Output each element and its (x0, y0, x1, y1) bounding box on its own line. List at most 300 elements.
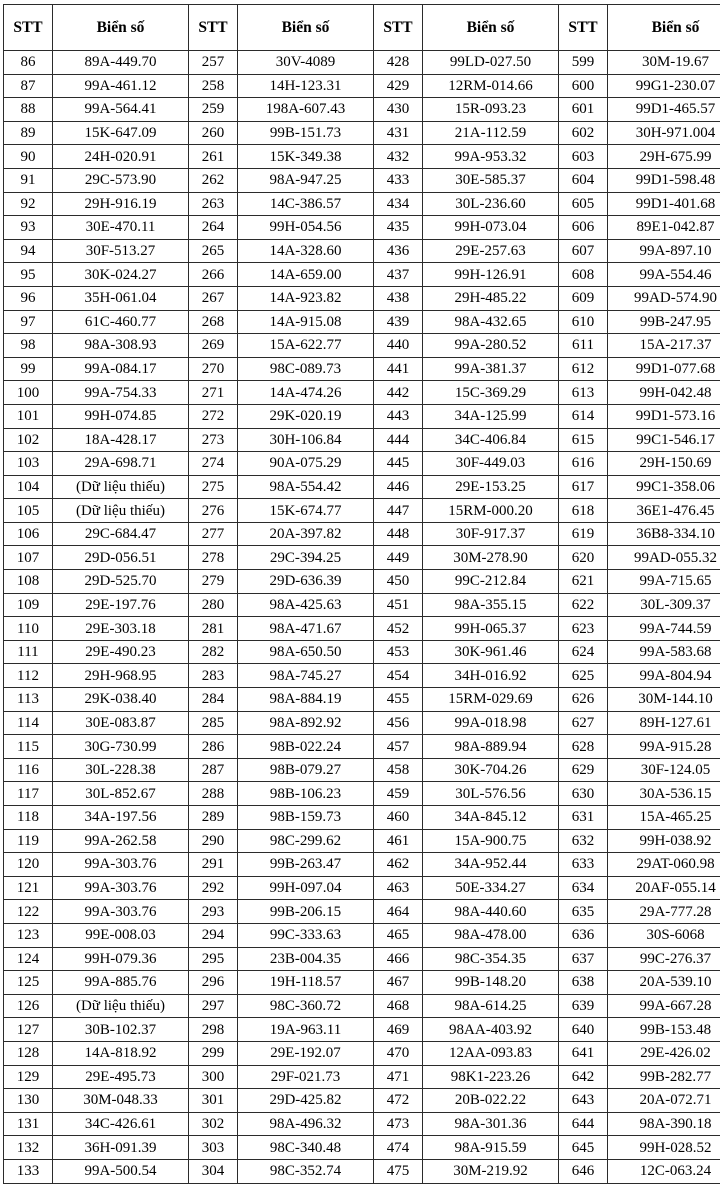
plate-cell: 198A-607.43 (238, 98, 374, 122)
table-row (4, 546, 720, 570)
stt-cell: 95 (4, 263, 53, 287)
stt-cell: 440 (374, 334, 423, 358)
stt-cell: 116 (4, 758, 53, 782)
stt-cell: 260 (189, 121, 238, 145)
plate-cell: 99B-263.47 (238, 853, 374, 877)
stt-cell: 632 (559, 829, 608, 853)
stt-cell: 105 (4, 499, 53, 523)
stt-cell: 438 (374, 286, 423, 310)
table-row (4, 711, 720, 735)
plate-cell: 99A-583.68 (608, 640, 720, 664)
stt-cell: 287 (189, 758, 238, 782)
stt-cell: 262 (189, 168, 238, 192)
plate-cell: 29E-426.02 (608, 1041, 720, 1065)
stt-cell: 455 (374, 688, 423, 712)
plate-cell: 89A-449.70 (53, 51, 189, 75)
stt-cell: 435 (374, 216, 423, 240)
plate-cell: 15K-647.09 (53, 121, 189, 145)
stt-cell: 434 (374, 192, 423, 216)
plate-cell: (Dữ liệu thiếu) (53, 499, 189, 523)
stt-cell: 97 (4, 310, 53, 334)
plate-cell: 99C1-546.17 (608, 428, 720, 452)
stt-cell: 130 (4, 1089, 53, 1113)
plate-cell: 99A-953.32 (423, 145, 559, 169)
plate-cell: 30E-083.87 (53, 711, 189, 735)
plate-cell: 29C-573.90 (53, 168, 189, 192)
table-row (4, 334, 720, 358)
plate-cell: 99AD-055.32 (608, 546, 720, 570)
plate-cell: 15A-622.77 (238, 334, 374, 358)
plate-cell: 99H-079.36 (53, 947, 189, 971)
stt-cell: 302 (189, 1112, 238, 1136)
plate-cell: 34H-016.92 (423, 664, 559, 688)
plate-cell: 29E-490.23 (53, 640, 189, 664)
plate-cell: 99H-038.92 (608, 829, 720, 853)
stt-cell: 466 (374, 947, 423, 971)
stt-cell: 471 (374, 1065, 423, 1089)
plate-cell: 29D-636.39 (238, 570, 374, 594)
plate-cell: 14A-915.08 (238, 310, 374, 334)
stt-cell: 299 (189, 1041, 238, 1065)
table-row (4, 452, 720, 476)
stt-cell: 456 (374, 711, 423, 735)
stt-cell: 605 (559, 192, 608, 216)
table-row (4, 121, 720, 145)
plate-cell: 34A-952.44 (423, 853, 559, 877)
plate-cell: 99C-212.84 (423, 570, 559, 594)
stt-cell: 292 (189, 876, 238, 900)
stt-cell: 94 (4, 239, 53, 263)
plate-cell: 30H-971.004 (608, 121, 720, 145)
header-stt: STT (4, 5, 53, 51)
stt-cell: 433 (374, 168, 423, 192)
plate-cell: 99A-500.54 (53, 1159, 189, 1183)
plate-cell: 29H-150.69 (608, 452, 720, 476)
plate-cell: 30F-513.27 (53, 239, 189, 263)
stt-cell: 107 (4, 546, 53, 570)
table-row (4, 782, 720, 806)
plate-cell: 99A-915.28 (608, 735, 720, 759)
stt-cell: 128 (4, 1041, 53, 1065)
stt-cell: 631 (559, 806, 608, 830)
stt-cell: 99 (4, 357, 53, 381)
stt-cell: 453 (374, 640, 423, 664)
table-row (4, 1159, 720, 1183)
plate-cell: 18A-428.17 (53, 428, 189, 452)
plate-cell: 99C-333.63 (238, 923, 374, 947)
plate-cell: 99B-247.95 (608, 310, 720, 334)
plate-cell: 30E-585.37 (423, 168, 559, 192)
stt-cell: 112 (4, 664, 53, 688)
plate-cell: 30M-144.10 (608, 688, 720, 712)
stt-cell: 265 (189, 239, 238, 263)
plate-cell: 34A-125.99 (423, 404, 559, 428)
stt-cell: 635 (559, 900, 608, 924)
stt-cell: 127 (4, 1018, 53, 1042)
plate-cell: 99B-151.73 (238, 121, 374, 145)
table-row (4, 806, 720, 830)
plate-cell: 29D-425.82 (238, 1089, 374, 1113)
plate-cell: 99H-065.37 (423, 617, 559, 641)
plate-cell: 29A-777.28 (608, 900, 720, 924)
plate-cell: 30L-852.67 (53, 782, 189, 806)
stt-cell: 611 (559, 334, 608, 358)
table-row (4, 1089, 720, 1113)
plate-cell: 12AA-093.83 (423, 1041, 559, 1065)
stt-cell: 88 (4, 98, 53, 122)
plate-cell: 99A-667.28 (608, 994, 720, 1018)
stt-cell: 451 (374, 593, 423, 617)
stt-cell: 620 (559, 546, 608, 570)
plate-cell: 15RM-000.20 (423, 499, 559, 523)
table-row (4, 876, 720, 900)
plate-cell: 14C-386.57 (238, 192, 374, 216)
stt-cell: 603 (559, 145, 608, 169)
stt-cell: 300 (189, 1065, 238, 1089)
stt-cell: 102 (4, 428, 53, 452)
plate-cell: 99D1-465.57 (608, 98, 720, 122)
table-row (4, 688, 720, 712)
stt-cell: 609 (559, 286, 608, 310)
stt-cell: 454 (374, 664, 423, 688)
stt-cell: 132 (4, 1136, 53, 1160)
plate-cell: 34A-197.56 (53, 806, 189, 830)
plate-cell: 15RM-029.69 (423, 688, 559, 712)
table-row (4, 168, 720, 192)
stt-cell: 303 (189, 1136, 238, 1160)
stt-cell: 293 (189, 900, 238, 924)
plate-cell: 99A-303.76 (53, 876, 189, 900)
stt-cell: 641 (559, 1041, 608, 1065)
stt-cell: 291 (189, 853, 238, 877)
plate-cell: 30F-449.03 (423, 452, 559, 476)
stt-cell: 120 (4, 853, 53, 877)
stt-cell: 106 (4, 522, 53, 546)
table-row (4, 617, 720, 641)
stt-cell: 467 (374, 971, 423, 995)
stt-cell: 459 (374, 782, 423, 806)
table-row (4, 51, 720, 75)
stt-cell: 119 (4, 829, 53, 853)
table-row (4, 475, 720, 499)
plate-cell: 14A-659.00 (238, 263, 374, 287)
stt-cell: 616 (559, 452, 608, 476)
plate-cell: 15C-369.29 (423, 381, 559, 405)
table-body (4, 51, 720, 1184)
plate-cell: 30L-309.37 (608, 593, 720, 617)
plate-cell: 29D-056.51 (53, 546, 189, 570)
plate-cell: 24H-020.91 (53, 145, 189, 169)
plate-cell: 29H-916.19 (53, 192, 189, 216)
stt-cell: 613 (559, 381, 608, 405)
plate-cell: 12RM-014.66 (423, 74, 559, 98)
plate-cell: 15K-349.38 (238, 145, 374, 169)
plate-cell: 29E-495.73 (53, 1065, 189, 1089)
plate-cell: 29E-303.18 (53, 617, 189, 641)
stt-cell: 432 (374, 145, 423, 169)
stt-cell: 608 (559, 263, 608, 287)
plate-cell: 98A-554.42 (238, 475, 374, 499)
table-row (4, 98, 720, 122)
table-row (4, 947, 720, 971)
stt-cell: 621 (559, 570, 608, 594)
table-row (4, 735, 720, 759)
plate-cell: 20B-022.22 (423, 1089, 559, 1113)
stt-cell: 428 (374, 51, 423, 75)
table-row (4, 286, 720, 310)
plate-cell: 30H-106.84 (238, 428, 374, 452)
plate-cell: 36H-091.39 (53, 1136, 189, 1160)
plate-cell: 98B-106.23 (238, 782, 374, 806)
stt-cell: 633 (559, 853, 608, 877)
stt-cell: 431 (374, 121, 423, 145)
stt-cell: 646 (559, 1159, 608, 1183)
stt-cell: 624 (559, 640, 608, 664)
stt-cell: 89 (4, 121, 53, 145)
plate-cell: 90A-075.29 (238, 452, 374, 476)
table-row (4, 428, 720, 452)
stt-cell: 125 (4, 971, 53, 995)
table-row (4, 923, 720, 947)
stt-cell: 90 (4, 145, 53, 169)
table-row (4, 1065, 720, 1089)
plate-cell: 99A-280.52 (423, 334, 559, 358)
stt-cell: 614 (559, 404, 608, 428)
plate-cell: 99B-282.77 (608, 1065, 720, 1089)
plate-cell: 14A-474.26 (238, 381, 374, 405)
plate-cell: 98C-089.73 (238, 357, 374, 381)
plate-cell: 30M-278.90 (423, 546, 559, 570)
plate-cell: 89H-127.61 (608, 711, 720, 735)
stt-cell: 450 (374, 570, 423, 594)
stt-cell: 276 (189, 499, 238, 523)
stt-cell: 463 (374, 876, 423, 900)
stt-cell: 599 (559, 51, 608, 75)
stt-cell: 86 (4, 51, 53, 75)
stt-cell: 280 (189, 593, 238, 617)
table-row (4, 404, 720, 428)
stt-cell: 460 (374, 806, 423, 830)
table-row (4, 570, 720, 594)
stt-cell: 121 (4, 876, 53, 900)
plate-cell: 99H-073.04 (423, 216, 559, 240)
stt-cell: 103 (4, 452, 53, 476)
stt-cell: 444 (374, 428, 423, 452)
plate-cell: 99A-754.33 (53, 381, 189, 405)
plate-cell: 99H-126.91 (423, 263, 559, 287)
plate-cell: 98A-432.65 (423, 310, 559, 334)
table-row (4, 522, 720, 546)
stt-cell: 602 (559, 121, 608, 145)
stt-cell: 277 (189, 522, 238, 546)
plate-cell: 99D1-077.68 (608, 357, 720, 381)
stt-cell: 629 (559, 758, 608, 782)
plate-cell: 35H-061.04 (53, 286, 189, 310)
plate-cell: 98C-352.74 (238, 1159, 374, 1183)
plate-cell: 98C-340.48 (238, 1136, 374, 1160)
plate-cell: 30A-536.15 (608, 782, 720, 806)
plate-cell: 98B-159.73 (238, 806, 374, 830)
stt-cell: 441 (374, 357, 423, 381)
plate-cell: 98A-390.18 (608, 1112, 720, 1136)
plate-cell: 98A-355.15 (423, 593, 559, 617)
plate-cell: 29H-485.22 (423, 286, 559, 310)
plate-cell: 99E-008.03 (53, 923, 189, 947)
plate-cell: 29C-684.47 (53, 522, 189, 546)
stt-cell: 464 (374, 900, 423, 924)
plate-cell: (Dữ liệu thiếu) (53, 994, 189, 1018)
plate-cell: 98A-425.63 (238, 593, 374, 617)
plate-cell: 98K1-223.26 (423, 1065, 559, 1089)
plate-cell: 29K-038.40 (53, 688, 189, 712)
stt-cell: 101 (4, 404, 53, 428)
stt-cell: 472 (374, 1089, 423, 1113)
stt-cell: 627 (559, 711, 608, 735)
plate-cell: 34C-426.61 (53, 1112, 189, 1136)
plate-cell: 29D-525.70 (53, 570, 189, 594)
stt-cell: 622 (559, 593, 608, 617)
stt-cell: 452 (374, 617, 423, 641)
stt-cell: 301 (189, 1089, 238, 1113)
stt-cell: 87 (4, 74, 53, 98)
stt-cell: 475 (374, 1159, 423, 1183)
plate-cell: 29E-153.25 (423, 475, 559, 499)
plate-cell: 98A-440.60 (423, 900, 559, 924)
plate-cell: 98A-496.32 (238, 1112, 374, 1136)
plate-cell: 30G-730.99 (53, 735, 189, 759)
plate-cell: 98AA-403.92 (423, 1018, 559, 1042)
stt-cell: 429 (374, 74, 423, 98)
plate-cell: 14H-123.31 (238, 74, 374, 98)
stt-cell: 619 (559, 522, 608, 546)
plate-cell: 98B-022.24 (238, 735, 374, 759)
stt-cell: 610 (559, 310, 608, 334)
stt-cell: 430 (374, 98, 423, 122)
stt-cell: 104 (4, 475, 53, 499)
stt-cell: 298 (189, 1018, 238, 1042)
table-row (4, 994, 720, 1018)
table-row (4, 640, 720, 664)
table-row (4, 310, 720, 334)
stt-cell: 437 (374, 263, 423, 287)
stt-cell: 290 (189, 829, 238, 853)
stt-cell: 96 (4, 286, 53, 310)
plate-cell: 99A-303.76 (53, 853, 189, 877)
plate-cell: 98A-471.67 (238, 617, 374, 641)
plate-cell: 99A-804.94 (608, 664, 720, 688)
plate-cell: 34A-845.12 (423, 806, 559, 830)
plate-cell: 30K-704.26 (423, 758, 559, 782)
plate-cell: 34C-406.84 (423, 428, 559, 452)
table-row (4, 192, 720, 216)
stt-cell: 468 (374, 994, 423, 1018)
stt-cell: 275 (189, 475, 238, 499)
stt-cell: 297 (189, 994, 238, 1018)
table-row (4, 1041, 720, 1065)
table-row (4, 357, 720, 381)
stt-cell: 439 (374, 310, 423, 334)
plate-cell: 30M-19.67 (608, 51, 720, 75)
plate-cell: 23B-004.35 (238, 947, 374, 971)
plate-cell: 99B-153.48 (608, 1018, 720, 1042)
plate-cell: 99A-897.10 (608, 239, 720, 263)
plate-cell: 29F-021.73 (238, 1065, 374, 1089)
plate-cell: 98C-299.62 (238, 829, 374, 853)
stt-cell: 445 (374, 452, 423, 476)
plate-cell: 98A-915.59 (423, 1136, 559, 1160)
table-row (4, 593, 720, 617)
plate-cell: 98A-745.27 (238, 664, 374, 688)
stt-cell: 606 (559, 216, 608, 240)
table-row (4, 74, 720, 98)
stt-cell: 617 (559, 475, 608, 499)
stt-cell: 604 (559, 168, 608, 192)
stt-cell: 93 (4, 216, 53, 240)
plate-cell: 99A-018.98 (423, 711, 559, 735)
plate-cell: 99D1-401.68 (608, 192, 720, 216)
plate-cell: 99A-262.58 (53, 829, 189, 853)
stt-cell: 607 (559, 239, 608, 263)
stt-cell: 109 (4, 593, 53, 617)
plate-cell: 29K-020.19 (238, 404, 374, 428)
stt-cell: 447 (374, 499, 423, 523)
stt-cell: 273 (189, 428, 238, 452)
stt-cell: 285 (189, 711, 238, 735)
plate-cell: 99A-381.37 (423, 357, 559, 381)
stt-cell: 267 (189, 286, 238, 310)
plate-cell: 99LD-027.50 (423, 51, 559, 75)
plate-cell: 98C-354.35 (423, 947, 559, 971)
stt-cell: 623 (559, 617, 608, 641)
plate-cell: 99A-564.41 (53, 98, 189, 122)
stt-cell: 295 (189, 947, 238, 971)
stt-cell: 259 (189, 98, 238, 122)
stt-cell: 628 (559, 735, 608, 759)
stt-cell: 296 (189, 971, 238, 995)
plate-cell: 14A-328.60 (238, 239, 374, 263)
stt-cell: 272 (189, 404, 238, 428)
plate-cell: 15A-465.25 (608, 806, 720, 830)
header-plate: Biển số (238, 5, 374, 51)
stt-cell: 270 (189, 357, 238, 381)
plate-cell: 30K-024.27 (53, 263, 189, 287)
plate-cell: 29AT-060.98 (608, 853, 720, 877)
stt-cell: 111 (4, 640, 53, 664)
stt-cell: 114 (4, 711, 53, 735)
stt-cell: 117 (4, 782, 53, 806)
stt-cell: 461 (374, 829, 423, 853)
plate-cell: 99H-097.04 (238, 876, 374, 900)
stt-cell: 284 (189, 688, 238, 712)
table-row (4, 758, 720, 782)
plate-cell: 50E-334.27 (423, 876, 559, 900)
stt-cell: 126 (4, 994, 53, 1018)
stt-cell: 274 (189, 452, 238, 476)
plate-cell: 98A-614.25 (423, 994, 559, 1018)
stt-cell: 269 (189, 334, 238, 358)
plate-cell: 99H-042.48 (608, 381, 720, 405)
stt-cell: 644 (559, 1112, 608, 1136)
stt-cell: 268 (189, 310, 238, 334)
stt-cell: 639 (559, 994, 608, 1018)
plate-cell: 98A-308.93 (53, 334, 189, 358)
plate-cell: 98A-301.36 (423, 1112, 559, 1136)
plate-cell: (Dữ liệu thiếu) (53, 475, 189, 499)
plate-cell: 30M-219.92 (423, 1159, 559, 1183)
stt-cell: 271 (189, 381, 238, 405)
stt-cell: 100 (4, 381, 53, 405)
plate-cell: 98B-079.27 (238, 758, 374, 782)
